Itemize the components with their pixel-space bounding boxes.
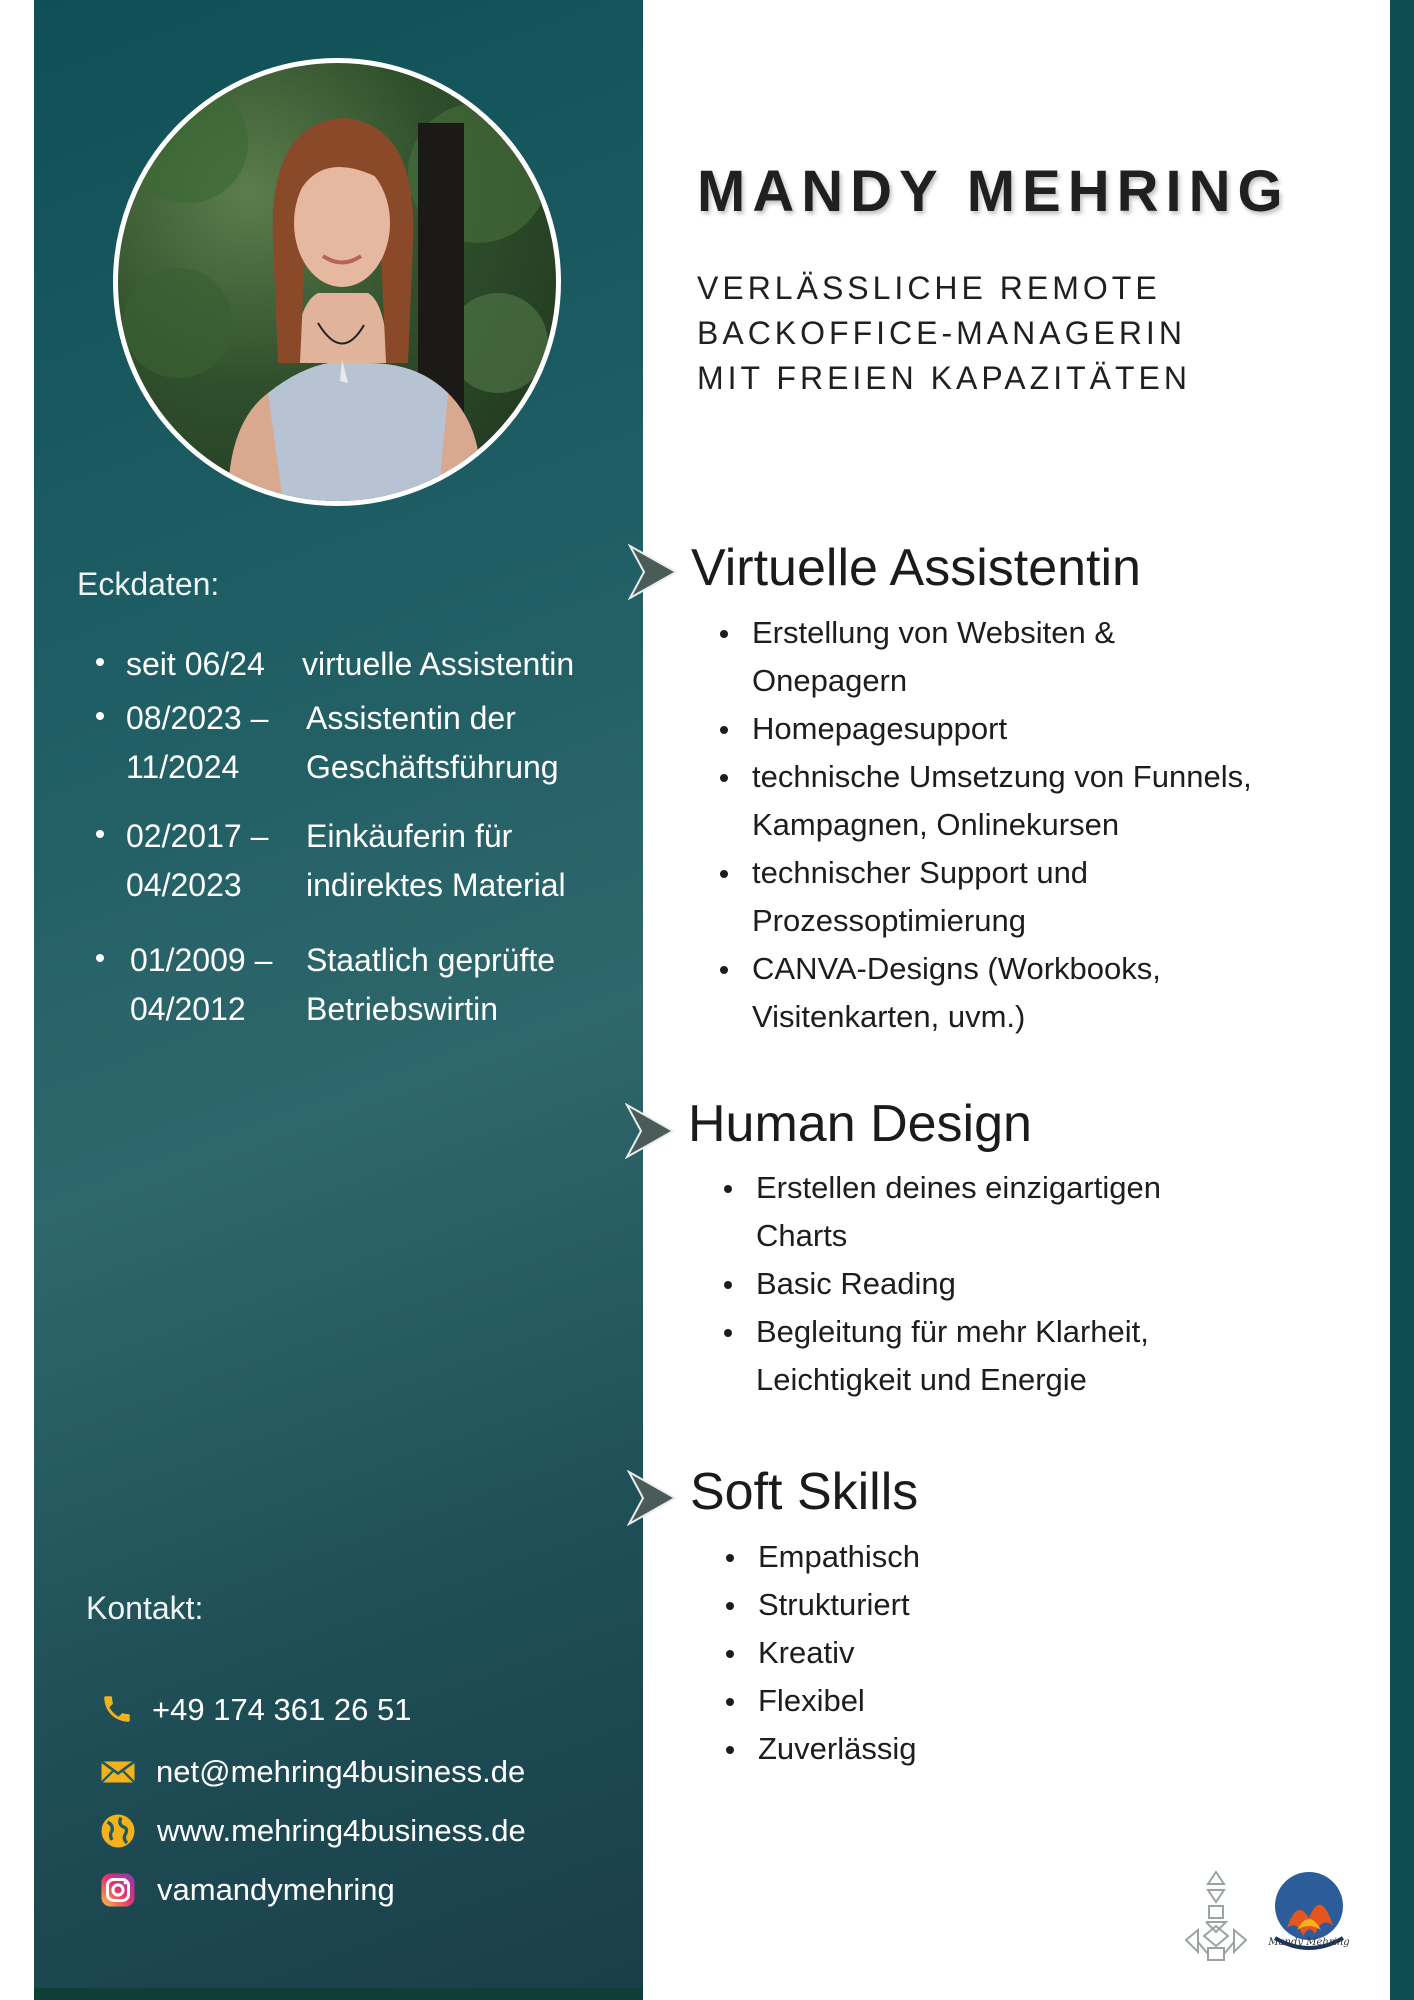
person-name: MANDY MEHRING [697, 159, 1290, 224]
chevron-arrow-icon [625, 1103, 675, 1159]
list-item: technische Umsetzung von Funnels, Kampagnen, Onlinekursen [720, 753, 1340, 849]
list-item: Erstellen deines einzigartigen Charts [724, 1164, 1344, 1260]
globe-icon [100, 1813, 136, 1849]
section-list-human-design [724, 1164, 1344, 1404]
section-title: Human Design [688, 1095, 1032, 1153]
kontakt-label: Kontakt: [86, 1590, 204, 1626]
list-item: Flexibel [726, 1677, 1326, 1725]
section-title: Soft Skills [690, 1463, 919, 1521]
list-item: Basic Reading [724, 1260, 1344, 1308]
chevron-arrow-icon [628, 544, 678, 600]
brand-logo [1267, 1868, 1351, 1964]
eckdaten-label: Eckdaten: [77, 566, 220, 602]
eckdaten-date: seit 06/24 [126, 646, 265, 682]
eckdaten-date: 01/2009 – 04/2012 [130, 942, 273, 1027]
subtitle-line: BACKOFFICE-MANAGERIN [697, 315, 1186, 351]
email-text: net@mehring4business.de [156, 1754, 526, 1789]
list-item: Zuverlässig [726, 1725, 1326, 1773]
list-item: Begleitung für mehr Klarheit, Leichtigkeit und Energie [724, 1308, 1344, 1404]
list-item: CANVA-Designs (Workbooks, Visitenkarten, uvm.) [720, 945, 1340, 1041]
bullet-dot [96, 658, 104, 666]
instagram-icon [100, 1872, 136, 1908]
instagram-text: vamandymehring [157, 1872, 395, 1907]
eckdaten-desc: virtuelle Assistentin [302, 646, 575, 682]
eckdaten-date: 08/2023 – 11/2024 [126, 700, 269, 785]
eckdaten-date: 02/2017 – 04/2023 [126, 818, 269, 903]
list-item: Homepagesupport [720, 705, 1340, 753]
eckdaten-desc: Einkäuferin für indirektes Material [306, 818, 566, 903]
bullet-dot [96, 712, 104, 720]
chevron-arrow-icon [627, 1470, 677, 1526]
page-margin-left [0, 0, 34, 2000]
brand-logo-text: Mandy Mehring [1268, 1937, 1350, 1948]
eckdaten-desc: Staatlich geprüfte Betriebswirtin [306, 942, 556, 1027]
list-item: Erstellung von Websiten & Onepagern [720, 609, 1340, 705]
website-text: www.mehring4business.de [157, 1813, 526, 1848]
list-item: Strukturiert [726, 1581, 1326, 1629]
list-item: technischer Support und Prozessoptimierung [720, 849, 1340, 945]
sidebar-bottom-stripe [34, 1988, 643, 2000]
section-title: Virtuelle Assistentin [691, 539, 1141, 597]
profile-photo [113, 58, 561, 506]
phone-icon [100, 1692, 136, 1728]
eckdaten-desc: Assistentin der Geschäftsführung [306, 700, 559, 785]
subtitle-line: VERLÄSSLICHE REMOTE [697, 270, 1161, 306]
bullet-dot [96, 830, 104, 838]
mail-icon [100, 1754, 136, 1790]
portrait-illustration [118, 63, 556, 501]
subtitle-line: MIT FREIEN KAPAZITÄTEN [697, 360, 1191, 396]
page-margin-right [1390, 0, 1414, 2000]
phone-text: +49 174 361 26 51 [152, 1692, 412, 1727]
list-item: Kreativ [726, 1629, 1326, 1677]
bullet-dot [96, 954, 104, 962]
subtitle [697, 266, 1191, 401]
human-design-bodygraph-icon [1180, 1870, 1252, 1962]
list-item: Empathisch [726, 1533, 1326, 1581]
section-list-soft-skills [726, 1533, 1326, 1773]
section-list-virtuelle-assistentin [720, 609, 1340, 1041]
